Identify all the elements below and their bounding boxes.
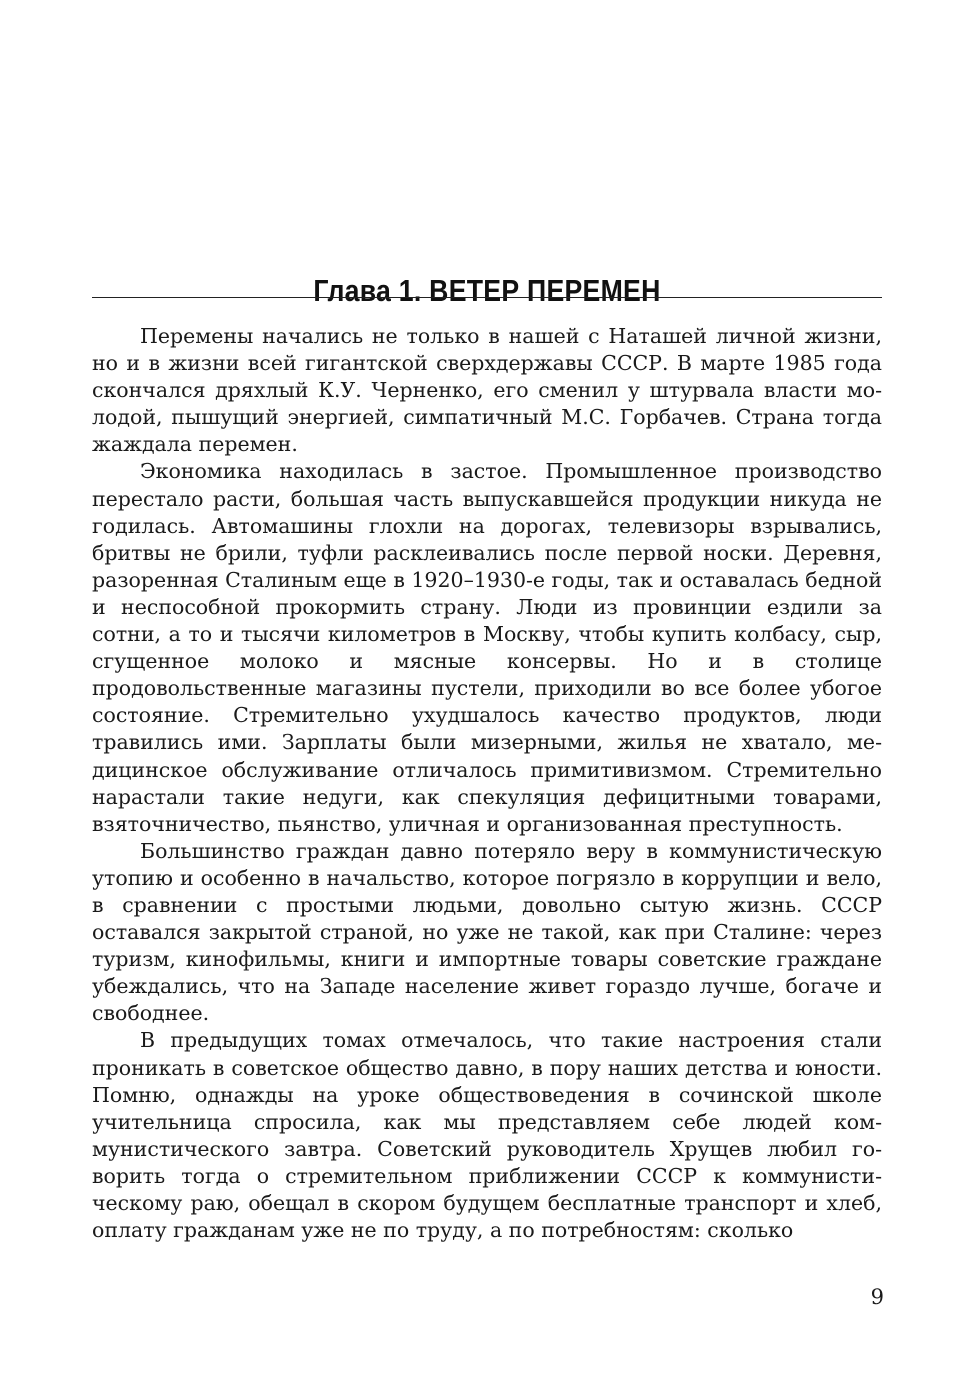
- chapter-title: Глава 1. ВЕТЕР ПЕРЕМЕН: [313, 272, 661, 308]
- heading-divider: [92, 297, 882, 298]
- paragraph: Большинство граждан давно потеряло веру в коммунистическую утопию и особенно в начальство, которое погрязло в коррупции и вело, в сравнении с простыми людьми, довольно сытую жизнь. СССР оставался закрытой страной, но уже не такой, как при Сталине: через туризм, кинофильмы, книги и импортные товары советские граждане убеждались, что на Западе население живет гораздо лучше, богаче и свободнее.: [92, 838, 882, 1026]
- chapter-body: [92, 323, 882, 1244]
- paragraph: Перемены начались не только в нашей с Наташей личной жизни, но и в жизни всей гигантской сверхдержавы СССР. В марте 1985 года скончался дряхлый К.У. Черненко, его сменил у штурвала власти молодой, пышущий энергией, симпатичный М.С. Горбачев. Страна тогда жаждала перемен.: [92, 324, 882, 457]
- paragraph: В предыдущих томах отмечалось, что такие настроения стали проникать в советское общество давно, в пору наших детства и юности. Помню, однажды на уроке обществоведения в сочинской школе учительница спросила, как мы представляем себе людей коммунистического завтра. Советский руководитель Хрущев любил говорить тогда о стремительном приближении СССР к коммунистическому раю, обещал в скором будущем бесплатные транспорт и хлеб, оплату гражданам уже не по труду, а по потребностям: сколько: [92, 1028, 882, 1243]
- page-number: 9: [870, 1285, 884, 1309]
- paragraph: Экономика находилась в застое. Промышленное производство перестало расти, большая часть выпускавшейся продукции никуда не годилась. Автомашины глохли на дорогах, телевизоры взрывались, бритвы не брили, туфли расклеивались после первой носки. Деревня, разоренная Сталиным еще в 1920–1930-е годы, так и оставалась бедной и неспособной прокормить страну. Люди из провинции ездили за сотни, а то и тысячи километров в Москву, чтобы купить колбасу, сыр, сгущенное молоко и мясные консервы. Но и в столице продовольственные магазины пустели, приходили во все более убогое состояние. Стремительно ухудшалось качество продуктов, люди травились ими. Зарплаты были мизерными, жилья не хватало, медицинское обслуживание отличалось примитивизмом. Стремительно нарастали такие недуги, как спекуляция дефицитными товарами, взяточничество, пьянство, уличная и организованная преступность.: [92, 459, 883, 836]
